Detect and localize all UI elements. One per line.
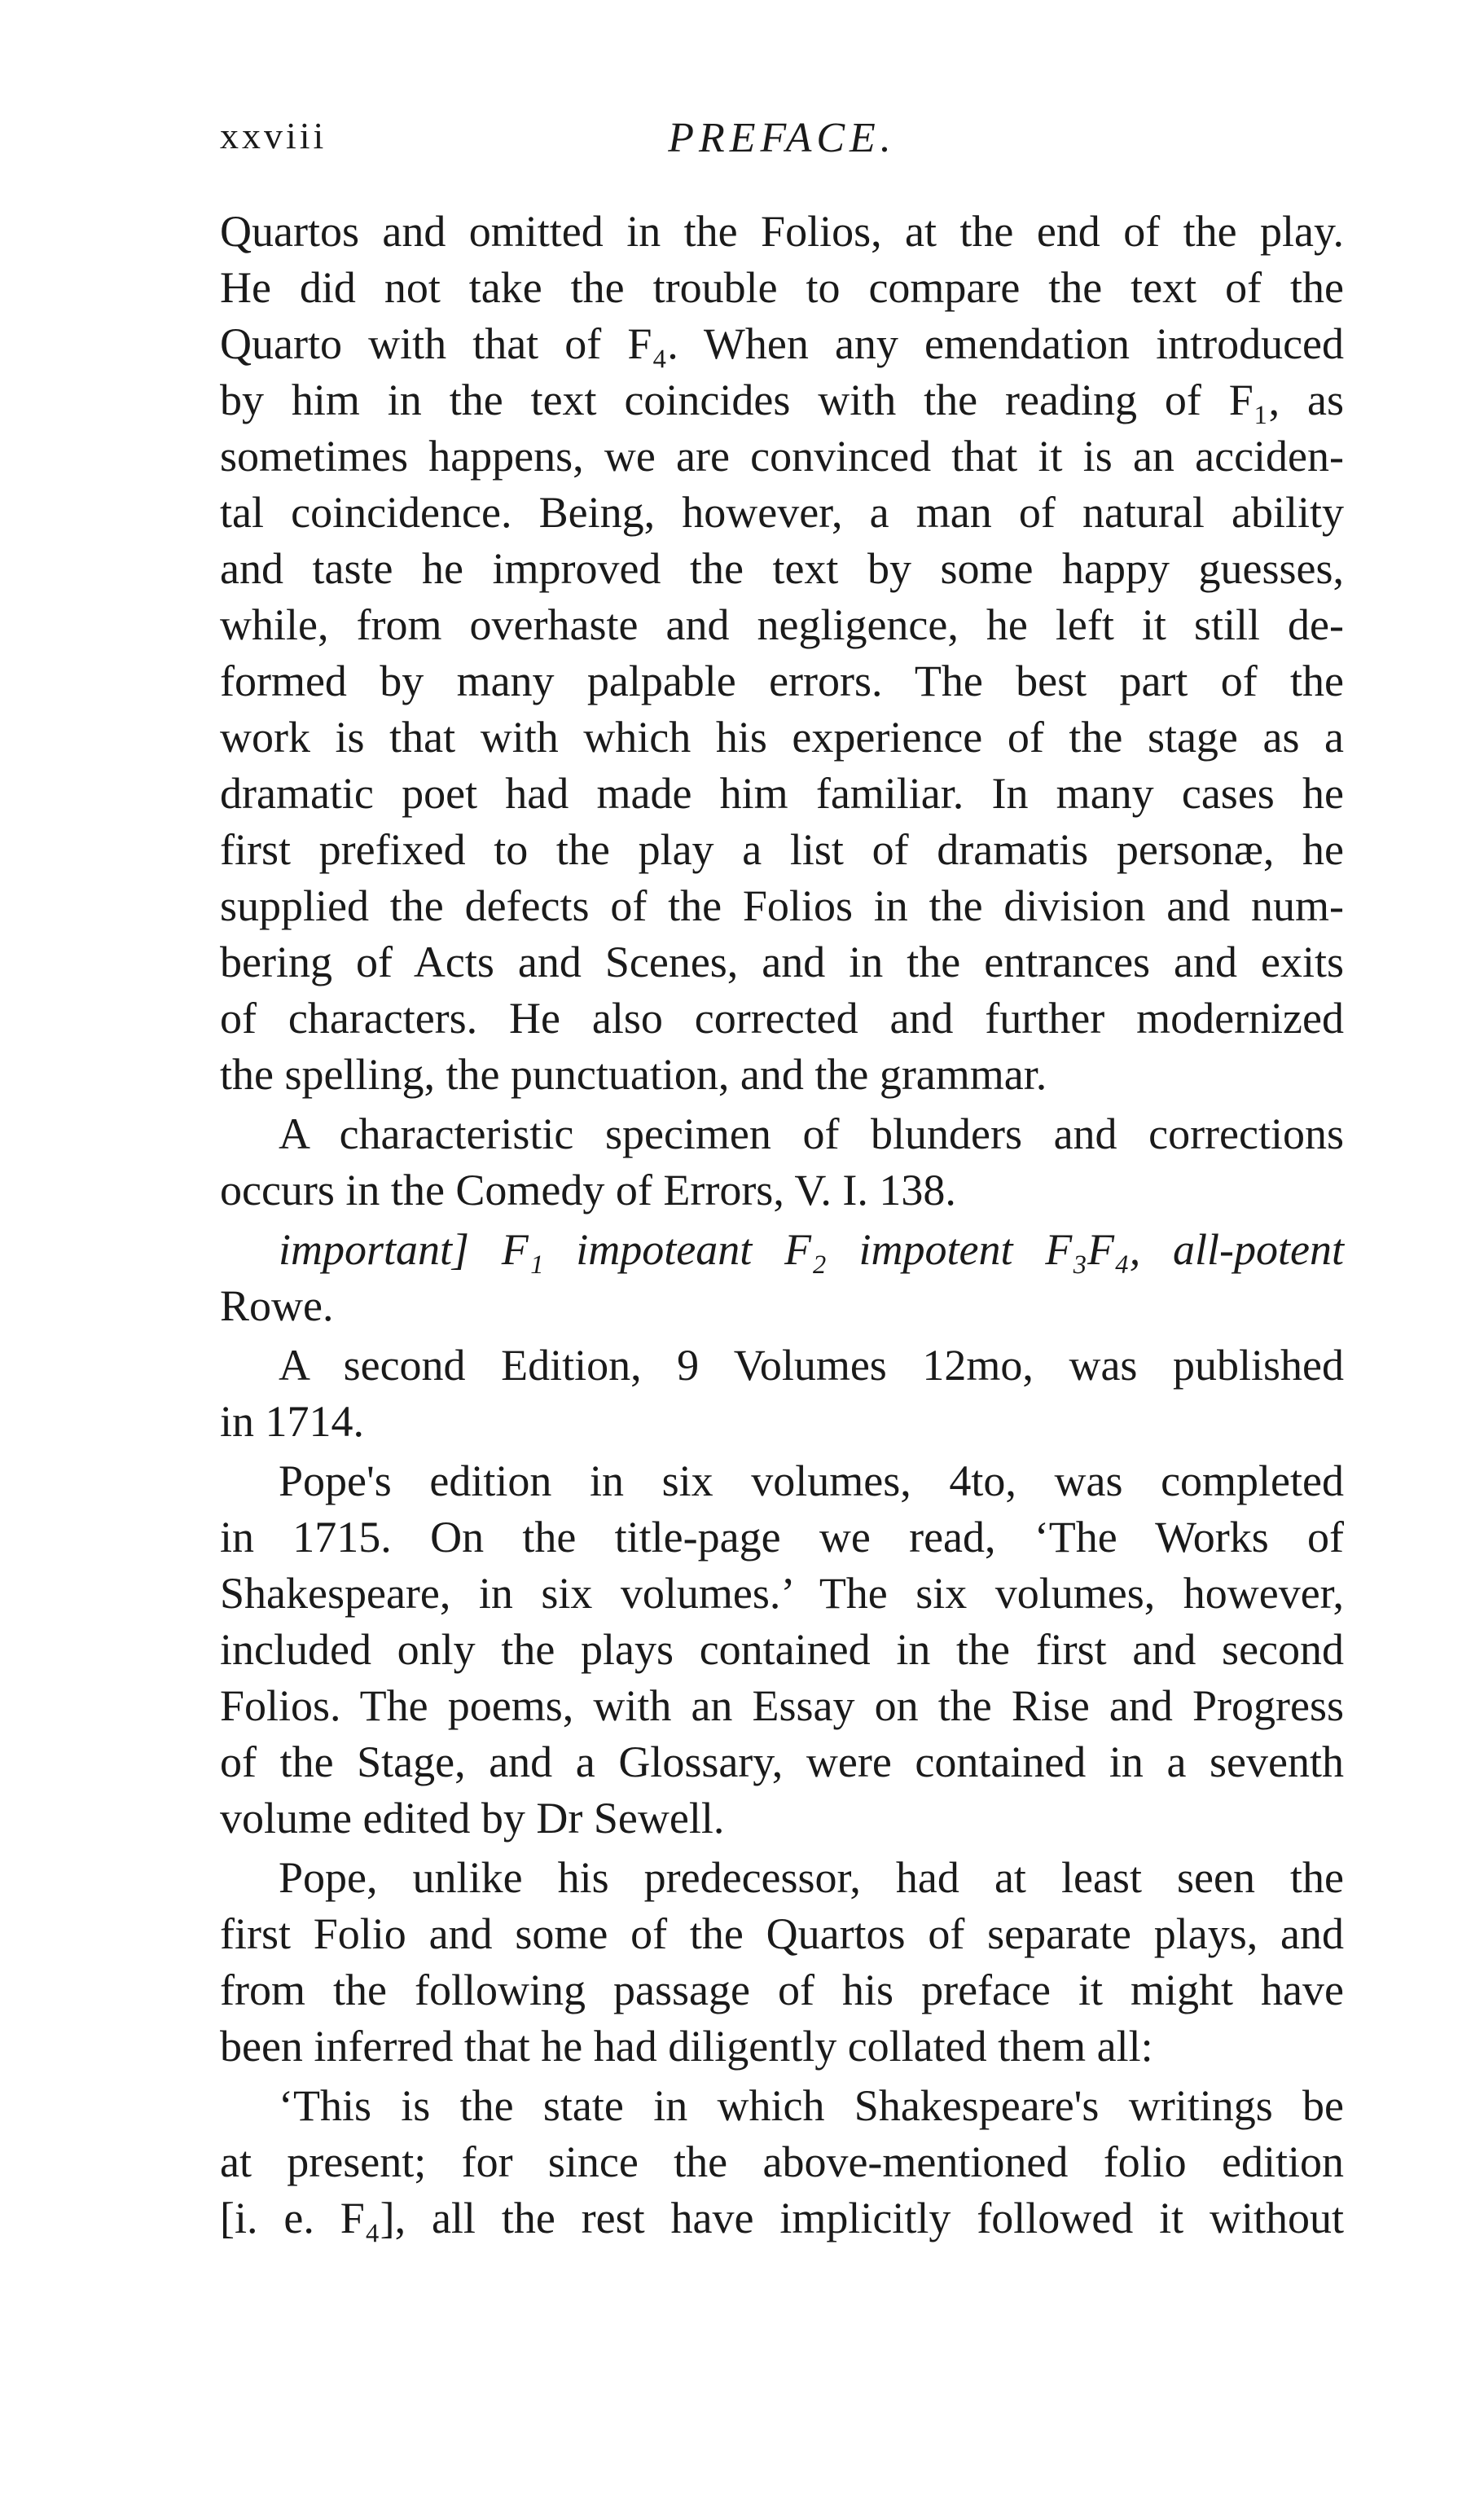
text-line: [i. e. F₄], all the rest have implicitly followed it without: [220, 2194, 1344, 2242]
text-line: by him in the text coincides with the reading of F₁, as: [220, 376, 1344, 424]
text-line: Pope's edition in six volumes, 4to, was completed: [279, 1456, 1344, 1505]
text-line: at present; for since the above-mentioned folio edition: [220, 2137, 1344, 2186]
text-line: in 1714.: [220, 1397, 365, 1446]
text-line: Folios. The poems, with an Essay on the Rise and Progress: [220, 1681, 1344, 1730]
text-line: bering of Acts and Scenes, and in the entrances and exits: [220, 938, 1344, 986]
text-line: of characters. He also corrected and further modernized: [220, 994, 1344, 1043]
text-line: first prefixed to the play a list of dramatis personæ, he: [220, 825, 1344, 874]
text-line: dramatic poet had made him familiar. In many cases he: [220, 769, 1344, 818]
text-line: sometimes happens, we are convinced that it is an acciden-: [220, 432, 1344, 481]
text-line: and taste he improved the text by some happy guesses,: [220, 544, 1344, 593]
text-line: Quartos and omitted in the Folios, at the end of the play.: [220, 207, 1344, 256]
paragraph-5: [220, 1850, 1344, 2075]
text-line: A second Edition, 9 Volumes 12mo, was published: [279, 1341, 1344, 1390]
text-line: volume edited by Dr Sewell.: [220, 1794, 725, 1843]
text-line: formed by many palpable errors. The best part of the: [220, 657, 1344, 705]
text-line: been inferred that he had diligently collated them all:: [220, 2022, 1153, 2071]
text-line: included only the plays contained in the first and second: [220, 1625, 1344, 1674]
text-line: Rowe.: [220, 1281, 334, 1330]
text-line: He did not take the trouble to compare the text of the: [220, 263, 1344, 312]
paragraph-6: [220, 2078, 1344, 2247]
text-line: Shakespeare, in six volumes.’ The six volumes, however,: [220, 1569, 1344, 1618]
text-line: A characteristic specimen of blunders and corrections: [279, 1109, 1344, 1158]
text-line: of the Stage, and a Glossary, were contained in a seventh: [220, 1737, 1344, 1786]
paragraph-2: [220, 1106, 1344, 1219]
paragraph-4: [220, 1453, 1344, 1847]
text-line: important] F₁ impoteant F₂ impotent F₃F₄, all-potent: [279, 1225, 1344, 1274]
running-title: PREFACE.: [668, 115, 896, 161]
text-line: Pope, unlike his predecessor, had at least seen the: [279, 1853, 1344, 1902]
paragraph-1: [220, 204, 1344, 1103]
text-line: from the following passage of his preface it might have: [220, 1966, 1344, 2014]
text-line: first Folio and some of the Quartos of separate plays, and: [220, 1909, 1344, 1958]
text-line: work is that with which his experience of the stage as a: [220, 713, 1344, 762]
collation-note: [220, 1222, 1344, 1334]
text-line: ‘This is the state in which Shakespeare's writings be: [279, 2081, 1344, 2130]
page-header: [220, 114, 1344, 179]
text-line: supplied the defects of the Folios in the division and num-: [220, 881, 1344, 930]
text-line: while, from overhaste and negligence, he left it still de-: [220, 600, 1344, 649]
body-text: [220, 204, 1344, 2247]
text-line: Quarto with that of F₄. When any emendation introduced: [220, 319, 1344, 368]
page-number: xxviii: [220, 115, 327, 156]
text-line: tal coincidence. Being, however, a man of natural ability: [220, 488, 1344, 537]
text-line: occurs in the Comedy of Errors, V. I. 138.: [220, 1166, 956, 1215]
paragraph-3: [220, 1338, 1344, 1450]
text-line: the spelling, the punctuation, and the grammar.: [220, 1050, 1047, 1099]
text-line: in 1715. On the title-page we read, ‘The Works of: [220, 1513, 1344, 1562]
